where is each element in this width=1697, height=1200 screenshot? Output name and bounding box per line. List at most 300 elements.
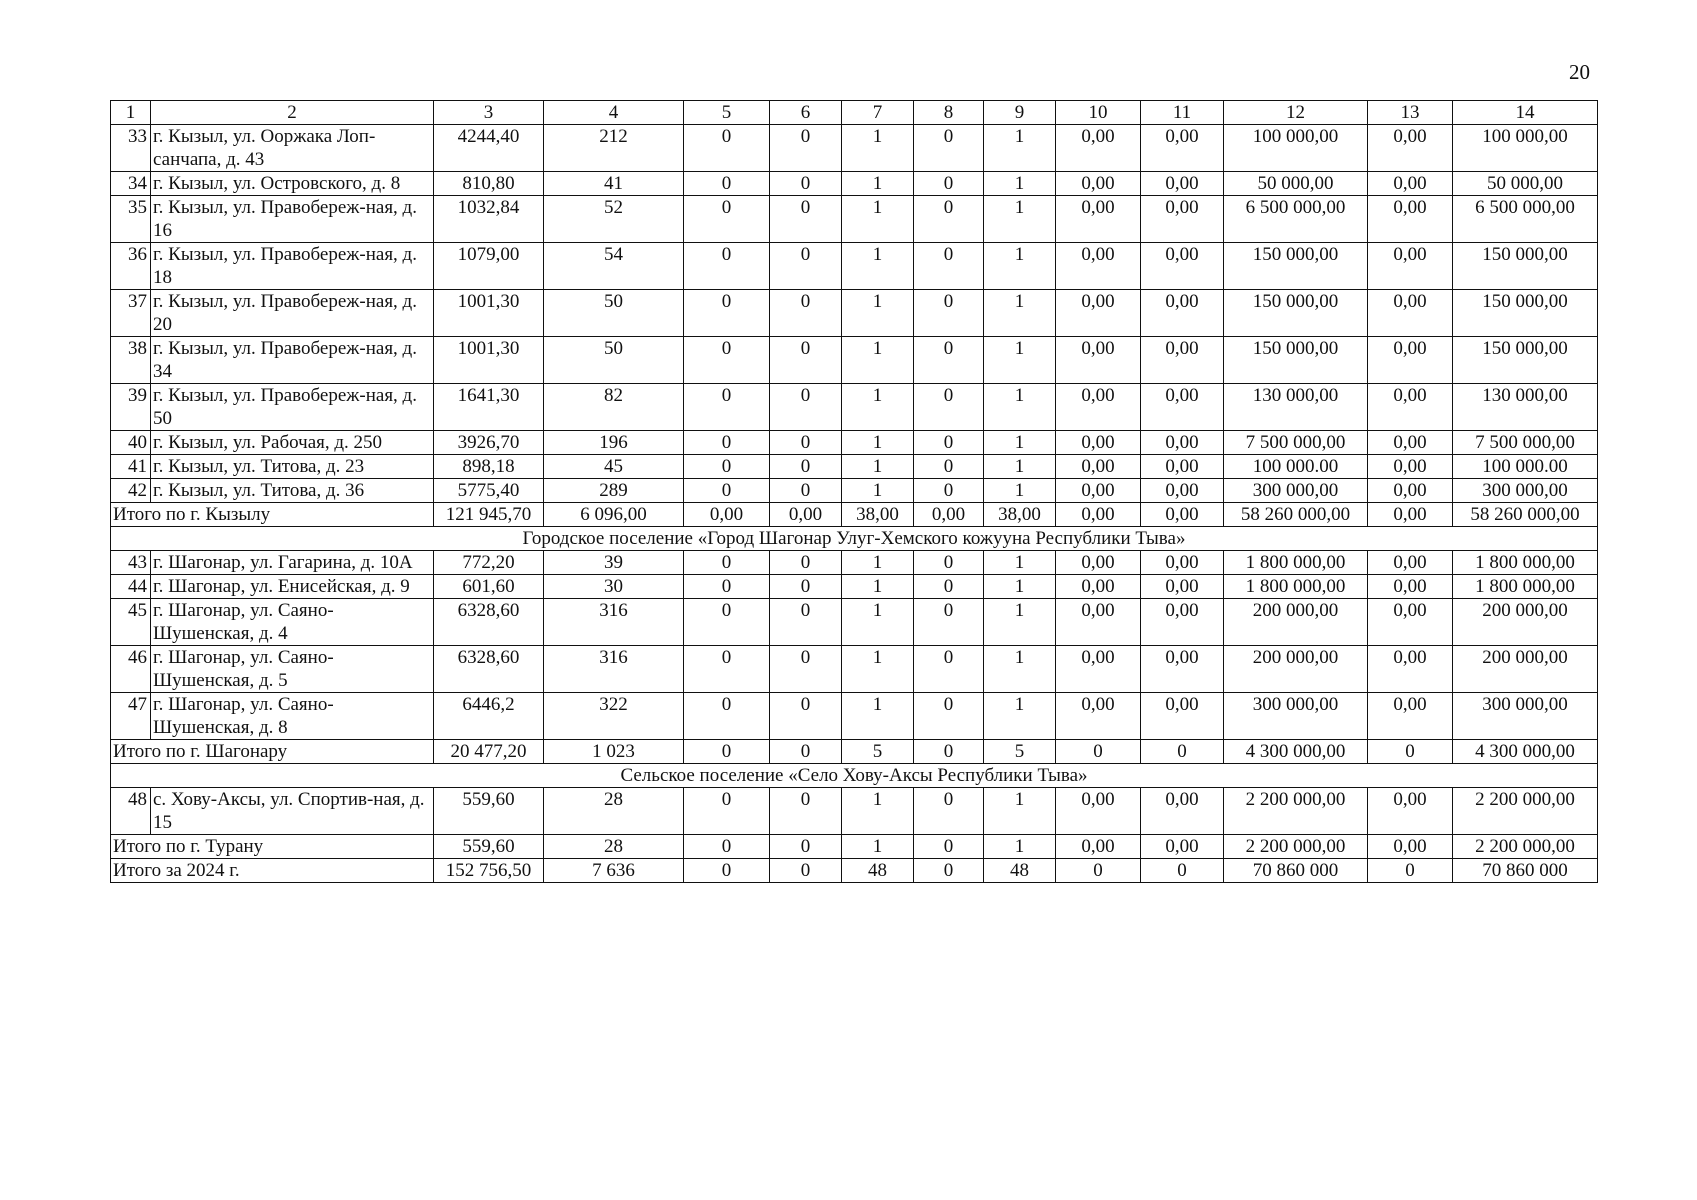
table-cell: 601,60	[434, 575, 544, 599]
table-cell: 1	[984, 384, 1056, 431]
table-row	[111, 125, 1598, 172]
table-cell: 2 200 000,00	[1453, 788, 1598, 835]
table-cell: 1641,30	[434, 384, 544, 431]
table-cell: 0,00	[1368, 646, 1453, 693]
table-cell: 1	[984, 455, 1056, 479]
table-cell: 0	[684, 290, 770, 337]
section-header-row	[111, 527, 1598, 551]
table-cell: 1 800 000,00	[1224, 575, 1368, 599]
table-cell: 196	[544, 431, 684, 455]
table-cell: 0	[684, 243, 770, 290]
column-header: 3	[434, 101, 544, 125]
column-header: 13	[1368, 101, 1453, 125]
total-label: Итого по г. Шагонару	[111, 740, 434, 764]
total-cell: 58 260 000,00	[1224, 503, 1368, 527]
total-cell: 0,00	[1141, 503, 1224, 527]
table-cell: 1	[842, 196, 914, 243]
table-cell: 0	[684, 693, 770, 740]
table-cell: 0,00	[1141, 479, 1224, 503]
table-cell: 1	[842, 337, 914, 384]
address-cell: г. Кызыл, ул. Титова, д. 36	[151, 479, 434, 503]
table-cell: 0,00	[1056, 196, 1141, 243]
total-cell: 0	[914, 835, 984, 859]
total-cell: 4 300 000,00	[1224, 740, 1368, 764]
table-cell: 1	[984, 431, 1056, 455]
table-cell: 39	[544, 551, 684, 575]
address-cell: г. Кызыл, ул. Правобереж-ная, д. 34	[151, 337, 434, 384]
table-cell: 0	[914, 551, 984, 575]
table-cell: 0	[914, 646, 984, 693]
table-cell: 6328,60	[434, 646, 544, 693]
table-cell: 1	[842, 290, 914, 337]
table-row	[111, 551, 1598, 575]
table-cell: 0	[914, 384, 984, 431]
table-cell: 0,00	[1056, 337, 1141, 384]
table-cell: 1 800 000,00	[1224, 551, 1368, 575]
row-number: 34	[111, 172, 151, 196]
table-row	[111, 337, 1598, 384]
table-cell: 1	[842, 575, 914, 599]
table-cell: 1	[984, 693, 1056, 740]
table-cell: 41	[544, 172, 684, 196]
total-cell: 38,00	[984, 503, 1056, 527]
table-cell: 0	[914, 479, 984, 503]
table-cell: 0,00	[1368, 479, 1453, 503]
table-cell: 150 000,00	[1224, 337, 1368, 384]
total-cell: 1	[842, 835, 914, 859]
table-cell: 0	[914, 196, 984, 243]
table-cell: 0,00	[1056, 384, 1141, 431]
table-cell: 0	[914, 290, 984, 337]
column-header-row	[111, 101, 1598, 125]
table-cell: 50	[544, 290, 684, 337]
total-cell: 6 096,00	[544, 503, 684, 527]
table-cell: 100 000.00	[1453, 455, 1598, 479]
total-cell: 0	[1368, 859, 1453, 883]
table-cell: 0	[914, 693, 984, 740]
total-cell: 1	[984, 835, 1056, 859]
total-cell: 0	[914, 859, 984, 883]
table-cell: 0	[684, 125, 770, 172]
table-cell: 0,00	[1141, 384, 1224, 431]
table-cell: 52	[544, 196, 684, 243]
row-number: 47	[111, 693, 151, 740]
table-cell: 1 800 000,00	[1453, 551, 1598, 575]
table-cell: 150 000,00	[1453, 337, 1598, 384]
table-row	[111, 172, 1598, 196]
table-cell: 0	[770, 575, 842, 599]
table-cell: 0,00	[1368, 431, 1453, 455]
total-cell: 152 756,50	[434, 859, 544, 883]
row-number: 46	[111, 646, 151, 693]
table-cell: 0,00	[1368, 788, 1453, 835]
table-cell: 0,00	[1141, 196, 1224, 243]
table-cell: 50	[544, 337, 684, 384]
table-cell: 212	[544, 125, 684, 172]
table-cell: 1	[984, 479, 1056, 503]
table-cell: 100 000,00	[1224, 125, 1368, 172]
table-cell: 0,00	[1368, 196, 1453, 243]
total-cell: 0	[684, 740, 770, 764]
table-row	[111, 431, 1598, 455]
table-cell: 0	[770, 125, 842, 172]
total-cell: 48	[842, 859, 914, 883]
table-cell: 0,00	[1368, 455, 1453, 479]
table-cell: 1	[842, 172, 914, 196]
total-cell: 0,00	[1141, 835, 1224, 859]
table-row	[111, 290, 1598, 337]
table-cell: 1	[842, 243, 914, 290]
table-cell: 0	[914, 172, 984, 196]
total-row	[111, 740, 1598, 764]
table-cell: 0,00	[1056, 788, 1141, 835]
column-header: 9	[984, 101, 1056, 125]
table-cell: 1001,30	[434, 337, 544, 384]
column-header: 1	[111, 101, 151, 125]
table-cell: 772,20	[434, 551, 544, 575]
total-cell: 5	[842, 740, 914, 764]
row-number: 33	[111, 125, 151, 172]
total-cell: 0	[914, 740, 984, 764]
total-cell: 559,60	[434, 835, 544, 859]
table-cell: 0,00	[1368, 172, 1453, 196]
table-cell: 0	[914, 575, 984, 599]
table-row	[111, 575, 1598, 599]
table-cell: 130 000,00	[1453, 384, 1598, 431]
table-cell: 0	[770, 172, 842, 196]
total-cell: 0,00	[684, 503, 770, 527]
address-cell: г. Кызыл, ул. Правобереж-ная, д. 18	[151, 243, 434, 290]
row-number: 41	[111, 455, 151, 479]
address-cell: г. Кызыл, ул. Рабочая, д. 250	[151, 431, 434, 455]
table-cell: 0	[684, 479, 770, 503]
total-cell: 20 477,20	[434, 740, 544, 764]
table-cell: 0	[684, 337, 770, 384]
table-cell: 0,00	[1056, 125, 1141, 172]
total-cell: 0,00	[770, 503, 842, 527]
table-cell: 1	[984, 243, 1056, 290]
total-cell: 0	[1056, 859, 1141, 883]
total-cell: 1 023	[544, 740, 684, 764]
table-cell: 0	[684, 551, 770, 575]
address-cell: г. Шагонар, ул. Гагарина, д. 10А	[151, 551, 434, 575]
total-cell: 0	[770, 835, 842, 859]
table-cell: 30	[544, 575, 684, 599]
table-cell: 0,00	[1141, 575, 1224, 599]
table-cell: 810,80	[434, 172, 544, 196]
row-number: 43	[111, 551, 151, 575]
section-title: Сельское поселение «Село Хову-Аксы Республики Тыва»	[111, 764, 1598, 788]
table-cell: 0,00	[1368, 384, 1453, 431]
row-number: 36	[111, 243, 151, 290]
total-cell: 7 636	[544, 859, 684, 883]
table-cell: 0	[770, 646, 842, 693]
table-row	[111, 243, 1598, 290]
table-cell: 0	[684, 455, 770, 479]
table-cell: 0	[770, 693, 842, 740]
table-cell: 1	[984, 290, 1056, 337]
table-cell: 200 000,00	[1224, 599, 1368, 646]
table-cell: 1	[842, 431, 914, 455]
table-cell: 1	[842, 384, 914, 431]
address-cell: г. Кызыл, ул. Островского, д. 8	[151, 172, 434, 196]
total-cell: 2 200 000,00	[1224, 835, 1368, 859]
row-number: 37	[111, 290, 151, 337]
total-cell: 0	[770, 859, 842, 883]
table-cell: 0	[770, 455, 842, 479]
table-cell: 0	[914, 243, 984, 290]
table-cell: 150 000,00	[1224, 290, 1368, 337]
table-cell: 1	[842, 788, 914, 835]
table-cell: 0,00	[1141, 125, 1224, 172]
column-header: 5	[684, 101, 770, 125]
table-cell: 1079,00	[434, 243, 544, 290]
total-cell: 0,00	[1056, 503, 1141, 527]
table-cell: 0,00	[1056, 646, 1141, 693]
table-cell: 0	[770, 431, 842, 455]
table-cell: 0	[914, 337, 984, 384]
total-cell: 28	[544, 835, 684, 859]
table-cell: 50 000,00	[1224, 172, 1368, 196]
table-cell: 2 200 000,00	[1224, 788, 1368, 835]
address-cell: г. Кызыл, ул. Титова, д. 23	[151, 455, 434, 479]
row-number: 45	[111, 599, 151, 646]
section-header-row	[111, 764, 1598, 788]
table-cell: 1	[842, 646, 914, 693]
table-cell: 0	[770, 196, 842, 243]
address-cell: г. Шагонар, ул. Енисейская, д. 9	[151, 575, 434, 599]
total-cell: 70 860 000	[1453, 859, 1598, 883]
table-cell: 0,00	[1141, 646, 1224, 693]
total-cell: 0	[684, 835, 770, 859]
table-cell: 28	[544, 788, 684, 835]
address-cell: г. Шагонар, ул. Саяно-Шушенская, д. 5	[151, 646, 434, 693]
table-cell: 6328,60	[434, 599, 544, 646]
row-number: 44	[111, 575, 151, 599]
address-cell: г. Кызыл, ул. Ооржака Лоп-санчапа, д. 43	[151, 125, 434, 172]
table-cell: 150 000,00	[1453, 290, 1598, 337]
table-cell: 0,00	[1141, 551, 1224, 575]
table-cell: 0,00	[1056, 431, 1141, 455]
table-cell: 0	[914, 431, 984, 455]
table-cell: 0	[684, 788, 770, 835]
table-cell: 300 000,00	[1224, 479, 1368, 503]
total-label: Итого по г. Турану	[111, 835, 434, 859]
table-cell: 200 000,00	[1453, 646, 1598, 693]
register-table	[110, 100, 1598, 883]
total-cell: 38,00	[842, 503, 914, 527]
column-header: 11	[1141, 101, 1224, 125]
table-cell: 322	[544, 693, 684, 740]
column-header: 2	[151, 101, 434, 125]
total-cell: 0,00	[1368, 503, 1453, 527]
column-header: 6	[770, 101, 842, 125]
table-cell: 0,00	[1368, 551, 1453, 575]
row-number: 42	[111, 479, 151, 503]
table-cell: 150 000,00	[1453, 243, 1598, 290]
table-cell: 0	[770, 243, 842, 290]
table-cell: 1	[842, 599, 914, 646]
address-cell: г. Кызыл, ул. Правобереж-ная, д. 16	[151, 196, 434, 243]
table-cell: 0,00	[1056, 693, 1141, 740]
total-cell: 0	[684, 859, 770, 883]
table-cell: 0	[770, 290, 842, 337]
column-header: 14	[1453, 101, 1598, 125]
table-row	[111, 788, 1598, 835]
total-cell: 58 260 000,00	[1453, 503, 1598, 527]
table-cell: 0,00	[1368, 693, 1453, 740]
table-cell: 289	[544, 479, 684, 503]
total-cell: 0	[1368, 740, 1453, 764]
table-cell: 200 000,00	[1453, 599, 1598, 646]
row-number: 35	[111, 196, 151, 243]
table-cell: 0,00	[1368, 599, 1453, 646]
table-cell: 316	[544, 599, 684, 646]
total-label: Итого за 2024 г.	[111, 859, 434, 883]
table-cell: 0	[770, 788, 842, 835]
table-cell: 0,00	[1368, 337, 1453, 384]
total-row	[111, 859, 1598, 883]
table-cell: 0,00	[1056, 551, 1141, 575]
table-row	[111, 196, 1598, 243]
total-cell: 0,00	[1368, 835, 1453, 859]
table-cell: 300 000,00	[1224, 693, 1368, 740]
total-cell: 2 200 000,00	[1453, 835, 1598, 859]
table-cell: 5775,40	[434, 479, 544, 503]
table-cell: 1032,84	[434, 196, 544, 243]
total-cell: 0,00	[1056, 835, 1141, 859]
table-row	[111, 646, 1598, 693]
table-cell: 0,00	[1056, 479, 1141, 503]
page-number: 20	[1569, 60, 1590, 84]
table-cell: 1	[842, 455, 914, 479]
table-cell: 45	[544, 455, 684, 479]
table-cell: 0	[914, 455, 984, 479]
table-cell: 300 000,00	[1453, 479, 1598, 503]
table-cell: 6 500 000,00	[1224, 196, 1368, 243]
table-row	[111, 693, 1598, 740]
table-cell: 0,00	[1141, 431, 1224, 455]
table-cell: 54	[544, 243, 684, 290]
table-cell: 1001,30	[434, 290, 544, 337]
table-cell: 0,00	[1056, 455, 1141, 479]
table-cell: 559,60	[434, 788, 544, 835]
total-cell: 0	[1141, 859, 1224, 883]
address-cell: г. Шагонар, ул. Саяно-Шушенская, д. 4	[151, 599, 434, 646]
table-cell: 7 500 000,00	[1453, 431, 1598, 455]
table-cell: 0,00	[1368, 125, 1453, 172]
table-cell: 0,00	[1056, 290, 1141, 337]
column-header: 12	[1224, 101, 1368, 125]
table-cell: 0,00	[1141, 243, 1224, 290]
address-cell: с. Хову-Аксы, ул. Спортив-ная, д. 15	[151, 788, 434, 835]
table-cell: 0	[684, 384, 770, 431]
table-cell: 0	[914, 788, 984, 835]
row-number: 48	[111, 788, 151, 835]
table-cell: 0	[684, 575, 770, 599]
table-cell: 1	[984, 788, 1056, 835]
table-cell: 0,00	[1056, 575, 1141, 599]
total-cell: 0	[770, 740, 842, 764]
table-cell: 7 500 000,00	[1224, 431, 1368, 455]
table-row	[111, 455, 1598, 479]
total-cell: 121 945,70	[434, 503, 544, 527]
table-cell: 0	[914, 599, 984, 646]
table-cell: 0	[770, 384, 842, 431]
table-cell: 100 000.00	[1224, 455, 1368, 479]
row-number: 39	[111, 384, 151, 431]
table-cell: 0	[770, 479, 842, 503]
table-cell: 1	[842, 551, 914, 575]
table-cell: 0,00	[1141, 290, 1224, 337]
address-cell: г. Кызыл, ул. Правобереж-ная, д. 20	[151, 290, 434, 337]
table-cell: 6446,2	[434, 693, 544, 740]
table-cell: 1	[842, 125, 914, 172]
table-cell: 0,00	[1368, 290, 1453, 337]
table-row	[111, 384, 1598, 431]
table-cell: 100 000,00	[1453, 125, 1598, 172]
table-cell: 0,00	[1056, 599, 1141, 646]
table-cell: 0,00	[1141, 455, 1224, 479]
table-cell: 1	[984, 125, 1056, 172]
total-cell: 70 860 000	[1224, 859, 1368, 883]
table-cell: 0	[684, 646, 770, 693]
table-cell: 0,00	[1141, 788, 1224, 835]
table-cell: 0	[770, 599, 842, 646]
table-cell: 82	[544, 384, 684, 431]
table-cell: 6 500 000,00	[1453, 196, 1598, 243]
total-cell: 5	[984, 740, 1056, 764]
total-row	[111, 835, 1598, 859]
total-cell: 4 300 000,00	[1453, 740, 1598, 764]
column-header: 8	[914, 101, 984, 125]
table-cell: 130 000,00	[1224, 384, 1368, 431]
table-cell: 0,00	[1141, 172, 1224, 196]
table-cell: 300 000,00	[1453, 693, 1598, 740]
table-cell: 0	[684, 196, 770, 243]
table-cell: 0	[914, 125, 984, 172]
total-cell: 0	[1056, 740, 1141, 764]
total-label: Итого по г. Кызылу	[111, 503, 434, 527]
table-cell: 0,00	[1141, 599, 1224, 646]
table-cell: 898,18	[434, 455, 544, 479]
table-cell: 0	[684, 172, 770, 196]
table-cell: 1 800 000,00	[1453, 575, 1598, 599]
table-cell: 0,00	[1368, 243, 1453, 290]
address-cell: г. Кызыл, ул. Правобереж-ная, д. 50	[151, 384, 434, 431]
table-cell: 1	[984, 172, 1056, 196]
table-cell: 0,00	[1141, 337, 1224, 384]
table-cell: 200 000,00	[1224, 646, 1368, 693]
table-cell: 1	[984, 575, 1056, 599]
table-row	[111, 599, 1598, 646]
table-cell: 1	[984, 196, 1056, 243]
column-header: 10	[1056, 101, 1141, 125]
row-number: 38	[111, 337, 151, 384]
table-cell: 4244,40	[434, 125, 544, 172]
table-cell: 316	[544, 646, 684, 693]
table-cell: 3926,70	[434, 431, 544, 455]
column-header: 4	[544, 101, 684, 125]
table-cell: 1	[984, 337, 1056, 384]
table-cell: 1	[984, 551, 1056, 575]
table-cell: 0	[770, 551, 842, 575]
total-row	[111, 503, 1598, 527]
table-cell: 0,00	[1056, 172, 1141, 196]
table-row	[111, 479, 1598, 503]
table-cell: 1	[842, 479, 914, 503]
table-cell: 0	[684, 431, 770, 455]
